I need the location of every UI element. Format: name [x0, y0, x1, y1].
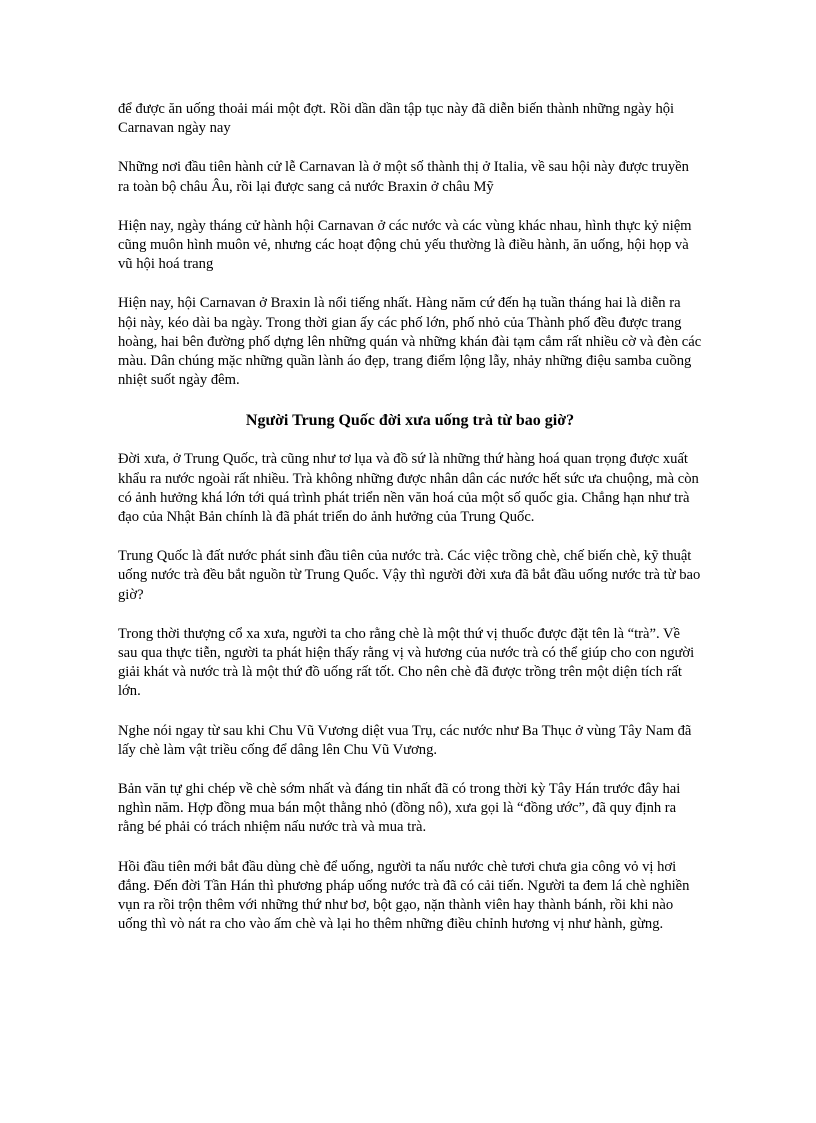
- paragraph: Hiện nay, ngày tháng cử hành hội Carnavan ở các nước và các vùng khác nhau, hình thực kỷ niệm cũng muôn hình muôn vẻ, nhưng các hoạt động chủ yếu thường là điều hành, ăn uống, hội họp và vũ hội hoá trang: [118, 217, 692, 273]
- section-heading: Người Trung Quốc đời xưa uống trà từ bao giờ?: [245, 412, 575, 430]
- paragraph: Hiện nay, hội Carnavan ở Braxin là nổi tiếng nhất. Hàng năm cứ đến hạ tuần tháng hai là diễn ra hội này, kéo dài ba ngày. Trong thời gian ấy các phố lớn, phố nhỏ của Thành phố đều được trang hoàng, hai bên đường phố dựng lên những quán và những khán đài tạm cắm rất nhiều cờ và đèn các màu. Dân chúng mặc những quần lành áo đẹp, trang điểm lộng lẫy, nhảy những điệu samba cuồng nhiệt suốt ngày đêm.: [118, 295, 702, 389]
- document-page: [118, 100, 702, 955]
- paragraph: Bản văn tự ghi chép về chè sớm nhất và đáng tin nhất đã có trong thời kỳ Tây Hán trước đây hai nghìn năm. Hợp đồng mua bán một thằng nhỏ (đồng nô), xưa gọi là “đồng ước”, đã quy định ra rằng bé phải có trách nhiệm nấu nước trà và mua trà.: [118, 781, 681, 836]
- paragraph: Nghe nói ngay từ sau khi Chu Vũ Vương diệt vua Trụ, các nước như Ba Thục ở vùng Tây Nam đã lấy chè làm vật triều cống để dâng lên Chu Vũ Vương.: [118, 722, 692, 758]
- paragraph: Trong thời thượng cổ xa xưa, người ta cho rằng chè là một thứ vị thuốc được đặt tên là “trà”. Về sau qua thực tiễn, người ta phát hiện thấy rằng vị và hương của nước trà có thể giúp cho con người giải khát và nước trà là một thứ đồ uống rất tốt. Cho nên chè đã được trồng trên một diện tích rất lớn.: [118, 625, 695, 700]
- paragraph: để được ăn uống thoải mái một đợt. Rồi dần dần tập tục này đã diễn biến thành những ngày hội Carnavan ngày nay: [118, 101, 675, 137]
- paragraph: Những nơi đầu tiên hành cử lễ Carnavan là ở một số thành thị ở Italia, về sau hội này được truyền ra toàn bộ châu Âu, rồi lại được sang cả nước Braxin ở châu Mỹ: [118, 159, 689, 195]
- paragraph: Trung Quốc là đất nước phát sinh đầu tiên của nước trà. Các việc trồng chè, chế biến chè, kỹ thuật uống nước trà đều bắt nguồn từ Trung Quốc. Vậy thì người đời xưa đã bắt đầu uống nước trà từ bao giờ?: [118, 548, 701, 603]
- paragraph: Hồi đầu tiên mới bắt đầu dùng chè để uống, người ta nấu nước chè tươi chưa gia công vỏ vị hơi đắng. Đến đời Tần Hán thì phương pháp uống nước trà đã có cải tiến. Người ta đem lá chè nghiền vụn ra rồi trộn thêm với những thứ như bơ, bột gạo, nặn thành viên hay thành bánh, rồi khi nào uống thì vò nát ra cho vào ấm chè và lại ho thêm những điều chỉnh hương vị như hành, gừng.: [118, 858, 690, 933]
- paragraph: Đời xưa, ở Trung Quốc, trà cũng như tơ lụa và đồ sứ là những thứ hàng hoá quan trọng được xuất khẩu ra nước ngoài rất nhiều. Trà không những được nhân dân các nước hết sức ưa chuộng, mà còn có ảnh hưởng khá lớn tới quá trình phát triển nền văn hoá của một số quốc gia. Chẳng hạn như trà đạo của Nhật Bản chính là đã phát triển do ảnh hưởng của Trung Quốc.: [118, 451, 699, 526]
